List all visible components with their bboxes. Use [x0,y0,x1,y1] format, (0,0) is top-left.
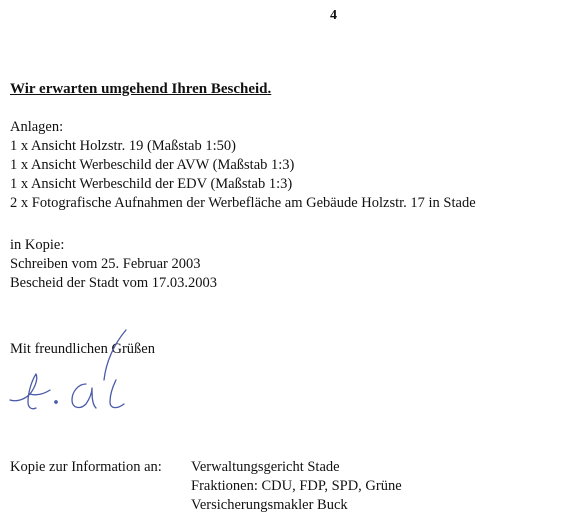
attachment-item: 1 x Ansicht Werbeschild der AVW (Maßstab 1:3) [10,157,295,173]
closing-greeting: Mit freundlichen Grüßen [10,341,155,357]
copy-to-label: Kopie zur Information an: [10,459,162,475]
copy-item: Schreiben vom 25. Februar 2003 [10,256,201,272]
copy-section [10,236,217,293]
attachment-item: 2 x Fotografische Aufnahmen der Werbefläche am Gebäude Holzstr. 17 in Stade [10,195,476,211]
recipient: Verwaltungsgericht Stade [191,459,340,475]
attachments-section [10,118,476,213]
letter-heading: Wir erwarten umgehend Ihren Bescheid. [10,81,272,97]
attachment-item: 1 x Ansicht Werbeschild der EDV (Maßstab 1:3) [10,176,293,192]
copy-title: in Kopie: [10,237,65,253]
copy-to-section [10,458,402,513]
recipient: Fraktionen: CDU, FDP, SPD, Grüne [191,478,402,494]
copy-item: Bescheid der Stadt vom 17.03.2003 [10,275,218,291]
copy-to-recipients [191,458,402,515]
attachment-item: 1 x Ansicht Holzstr. 19 (Maßstab 1:50) [10,138,236,154]
page-number: 4 [330,8,337,23]
attachments-title: Anlagen: [10,119,64,135]
recipient: Versicherungsmakler Buck [191,497,348,513]
handwritten-signature [6,322,166,417]
